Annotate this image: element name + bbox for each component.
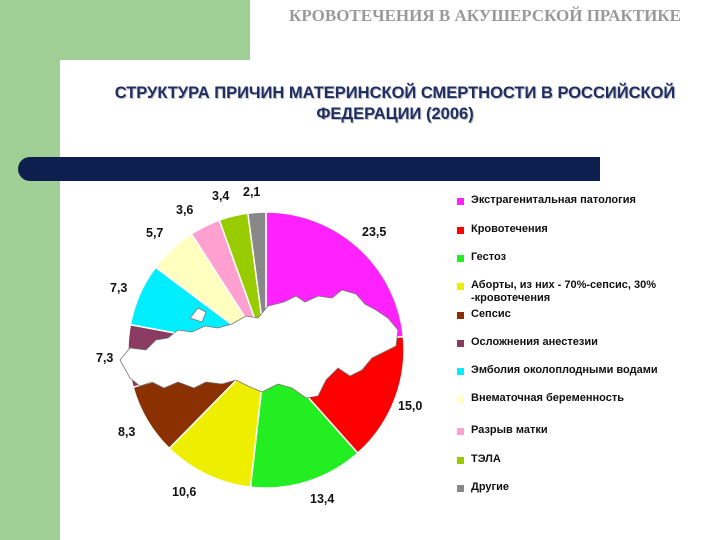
pie-value-label-9: 3,6 [176, 203, 194, 217]
legend-swatch [457, 396, 464, 403]
pie-value-label-3: 13,4 [310, 492, 335, 506]
legend-swatch [457, 485, 464, 492]
pie-value-label-7: 7,3 [110, 281, 128, 295]
legend-label: Другие [471, 481, 509, 493]
legend-label: Осложнения анестезии [471, 336, 598, 348]
legend-label: Сепсис [471, 308, 511, 320]
pie-value-label-10: 3,4 [212, 189, 230, 203]
pie-value-label-8: 5,7 [146, 226, 164, 240]
legend-label: Разрыв матки [471, 424, 548, 436]
pie-value-label-1: 23,5 [362, 225, 387, 239]
pie-value-label-5: 8,3 [118, 425, 136, 439]
slide-title: СТРУКТУРА ПРИЧИН МАТЕРИНСКОЙ СМЕРТНОСТИ В РОССИЙСКОЙ ФЕДЕРАЦИИ (2006) [114, 84, 676, 123]
legend-swatch [457, 368, 464, 375]
header-title: КРОВОТЕЧЕНИЯ В АКУШЕРСКОЙ ПРАКТИКЕ [289, 6, 681, 25]
pie-value-label-2: 15,0 [398, 399, 423, 413]
legend-swatch [457, 457, 464, 464]
legend-label: Экстрагенитальная патология [471, 194, 636, 206]
pie-value-label-11: 2,1 [243, 185, 261, 199]
legend-swatch [457, 428, 464, 435]
legend-label: Кровотечения [471, 223, 548, 235]
legend-swatch [457, 340, 464, 347]
legend-label: ТЭЛА [471, 453, 501, 465]
legend-swatch [457, 255, 464, 262]
legend-label: Аборты, из них - 70%-сепсис, 30% -кровотечения [471, 279, 657, 304]
legend-swatch [457, 227, 464, 234]
legend-label: Гестоз [471, 251, 507, 263]
legend-label: Внематочная беременность [471, 392, 624, 404]
legend-swatch [457, 198, 464, 205]
legend-swatch [457, 312, 464, 319]
legend-swatch [457, 283, 464, 290]
pie-value-label-6: 7,3 [96, 351, 114, 365]
pie-value-label-4: 10,6 [172, 485, 197, 499]
legend-label: Эмболия околоплодными водами [471, 364, 658, 376]
